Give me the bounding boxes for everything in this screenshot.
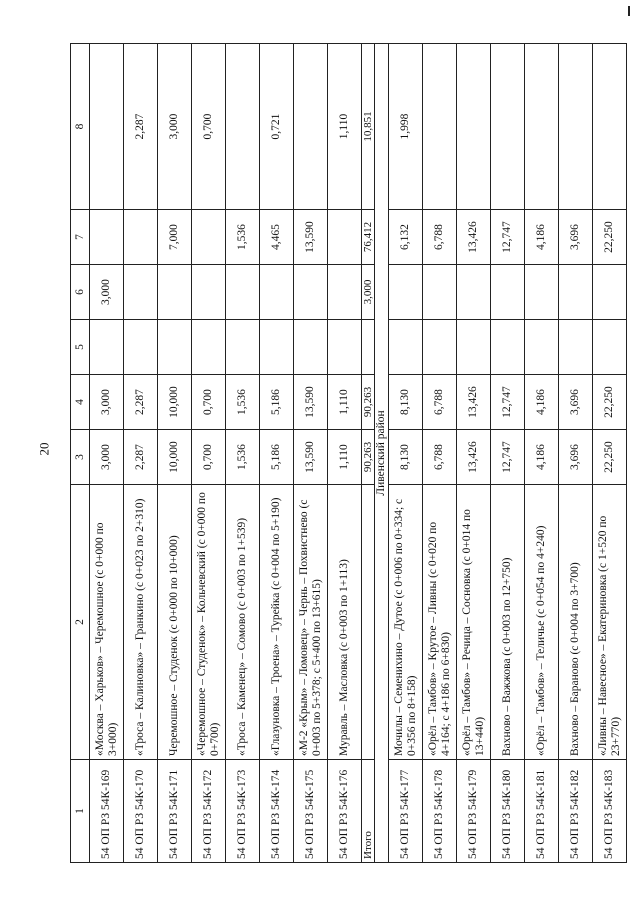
total-c6: 3,000 [362, 265, 375, 320]
road-code-cell: 54 ОП РЗ 54К-173 [226, 760, 260, 863]
length-col8-cell [423, 44, 457, 210]
road-code-cell: 54 ОП РЗ 54К-171 [158, 760, 192, 863]
length-col4-cell: 0,700 [192, 375, 226, 430]
road-code-cell: 54 ОП РЗ 54К-177 [389, 760, 423, 863]
length-col5-cell [192, 320, 226, 375]
road-name-cell: «Троса – Калиновка» – Гранкино (с 0+023 по 2+310) [124, 485, 158, 760]
length-col7-cell [90, 210, 124, 265]
road-code-cell: 54 ОП РЗ 54К-170 [124, 760, 158, 863]
length-col8-cell [559, 44, 593, 210]
road-code-cell: 54 ОП РЗ 54К-169 [90, 760, 124, 863]
table-row [158, 44, 192, 863]
road-name-cell: «Глазуновка – Троена» – Турейка (с 0+004 по 5+190) [260, 485, 294, 760]
length-total-cell: 8,130 [389, 430, 423, 485]
length-col5-cell [423, 320, 457, 375]
total-c5 [362, 320, 375, 375]
length-col5-cell [158, 320, 192, 375]
length-col5-cell [457, 320, 491, 375]
length-col6-cell [192, 265, 226, 320]
length-col4-cell: 13,426 [457, 375, 491, 430]
column-header: 4 [71, 375, 90, 430]
length-col4-cell: 5,186 [260, 375, 294, 430]
length-total-cell: 3,000 [90, 430, 124, 485]
length-col8-cell [90, 44, 124, 210]
length-col5-cell [328, 320, 362, 375]
table-row [559, 44, 593, 863]
length-total-cell: 10,000 [158, 430, 192, 485]
road-name-cell: «Орёл – Тамбов» – Речица – Сосновка (с 0+014 по 13+440) [457, 485, 491, 760]
road-code-cell: 54 ОП РЗ 54К-178 [423, 760, 457, 863]
road-code-cell: 54 ОП РЗ 54К-175 [294, 760, 328, 863]
road-name-cell: «Орёл – Тамбов» – Теличье (с 0+054 по 4+240) [525, 485, 559, 760]
total-c3: 90,263 [362, 430, 375, 485]
length-col8-cell: 2,287 [124, 44, 158, 210]
length-col6-cell [423, 265, 457, 320]
table-row [423, 44, 457, 863]
length-total-cell: 12,747 [491, 430, 525, 485]
length-col7-cell: 4,186 [525, 210, 559, 265]
length-col7-cell: 1,536 [226, 210, 260, 265]
road-code-cell: 54 ОП РЗ 54К-172 [192, 760, 226, 863]
rotated-table-container [70, 43, 622, 863]
length-col5-cell [593, 320, 627, 375]
road-code-cell: 54 ОП РЗ 54К-176 [328, 760, 362, 863]
road-name-cell: Вахново – Бараново (с 0+004 по 3+700) [559, 485, 593, 760]
length-total-cell: 13,590 [294, 430, 328, 485]
length-col4-cell: 13,590 [294, 375, 328, 430]
length-col5-cell [559, 320, 593, 375]
length-col7-cell: 13,590 [294, 210, 328, 265]
length-col6-cell [389, 265, 423, 320]
length-col5-cell [226, 320, 260, 375]
length-col8-cell [457, 44, 491, 210]
length-total-cell: 1,536 [226, 430, 260, 485]
length-col4-cell: 4,186 [525, 375, 559, 430]
total-name-cell [362, 485, 375, 760]
length-col4-cell: 3,000 [90, 375, 124, 430]
table-row [457, 44, 491, 863]
road-name-cell: Муравль – Масловка (с 0+003 по 1+113) [328, 485, 362, 760]
length-col5-cell [90, 320, 124, 375]
length-total-cell: 3,696 [559, 430, 593, 485]
length-col7-cell: 6,788 [423, 210, 457, 265]
length-col5-cell [525, 320, 559, 375]
column-header: 3 [71, 430, 90, 485]
table-row [226, 44, 260, 863]
length-col7-cell: 13,426 [457, 210, 491, 265]
road-name-cell: Черемошное – Студенок (с 0+000 по 10+000) [158, 485, 192, 760]
length-col6-cell [158, 265, 192, 320]
length-total-cell: 0,700 [192, 430, 226, 485]
table-row [124, 44, 158, 863]
length-col7-cell: 22,250 [593, 210, 627, 265]
length-col6-cell [491, 265, 525, 320]
table-row [328, 44, 362, 863]
length-col4-cell: 1,536 [226, 375, 260, 430]
table-row [389, 44, 423, 863]
table-body-b [389, 44, 627, 863]
length-col5-cell [294, 320, 328, 375]
road-code-cell: 54 ОП РЗ 54К-179 [457, 760, 491, 863]
length-total-cell: 1,110 [328, 430, 362, 485]
table-row [294, 44, 328, 863]
road-code-cell: 54 ОП РЗ 54К-181 [525, 760, 559, 863]
total-label: Итого [362, 760, 375, 863]
length-col6-cell [457, 265, 491, 320]
length-col7-cell: 6,132 [389, 210, 423, 265]
column-number-row [71, 44, 90, 863]
length-col7-cell [124, 210, 158, 265]
length-col8-cell: 0,721 [260, 44, 294, 210]
road-register-table [70, 43, 627, 863]
road-name-cell: «М-2 «Крым» – Ломовец» – Чернь – Похвистнево (с 0+003 по 5+378; с 5+400 по 13+615) [294, 485, 328, 760]
length-col6-cell [593, 265, 627, 320]
length-col8-cell [294, 44, 328, 210]
length-col7-cell: 12,747 [491, 210, 525, 265]
road-name-cell: Мочилы – Семенихино – Дутое (с 0+006 по 0+334; с 0+356 по 8+158) [389, 485, 423, 760]
length-col5-cell [389, 320, 423, 375]
length-col6-cell [328, 265, 362, 320]
length-col6-cell: 3,000 [90, 265, 124, 320]
length-col6-cell [525, 265, 559, 320]
table-row [90, 44, 124, 863]
length-col4-cell: 12,747 [491, 375, 525, 430]
road-name-cell: Вахново – Важжова (с 0+003 по 12+750) [491, 485, 525, 760]
road-code-cell: 54 ОП РЗ 54К-174 [260, 760, 294, 863]
length-col6-cell [124, 265, 158, 320]
total-c4: 90,263 [362, 375, 375, 430]
column-header: 8 [71, 44, 90, 210]
length-col5-cell [124, 320, 158, 375]
length-total-cell: 13,426 [457, 430, 491, 485]
column-header: 1 [71, 760, 90, 863]
column-header: 2 [71, 485, 90, 760]
length-col7-cell [328, 210, 362, 265]
length-col8-cell: 1,998 [389, 44, 423, 210]
table-total [362, 44, 389, 863]
length-total-cell: 22,250 [593, 430, 627, 485]
length-total-cell: 4,186 [525, 430, 559, 485]
length-col8-cell [593, 44, 627, 210]
table-row [260, 44, 294, 863]
road-name-cell: «Орёл – Тамбов» – Крутое – Ливны (с 0+020 по 4+164; с 4+186 по 6+830) [423, 485, 457, 760]
length-col6-cell [559, 265, 593, 320]
length-col4-cell: 8,130 [389, 375, 423, 430]
length-col8-cell: 1,110 [328, 44, 362, 210]
length-col7-cell: 4,465 [260, 210, 294, 265]
length-col4-cell: 2,287 [124, 375, 158, 430]
section-row [375, 44, 389, 863]
length-col8-cell [226, 44, 260, 210]
length-col7-cell: 3,696 [559, 210, 593, 265]
road-name-cell: «Черемошное – Студенок» – Кольчевский (с 0+000 по 0+700) [192, 485, 226, 760]
road-name-cell: «Москва – Харьков» – Черемошное (с 0+000 по 3+000) [90, 485, 124, 760]
road-code-cell: 54 ОП РЗ 54К-180 [491, 760, 525, 863]
scan-edge-mark [628, 6, 630, 16]
road-name-cell: «Ливны – Навесное» – Екатериновка (с 1+520 по 23+770) [593, 485, 627, 760]
column-header: 6 [71, 265, 90, 320]
total-c8: 10,851 [362, 44, 375, 210]
length-col6-cell [260, 265, 294, 320]
column-header: 7 [71, 210, 90, 265]
length-col8-cell: 0,700 [192, 44, 226, 210]
section-title: Ливенский район [375, 44, 389, 863]
table-row [192, 44, 226, 863]
length-col6-cell [226, 265, 260, 320]
length-total-cell: 6,788 [423, 430, 457, 485]
length-col8-cell [491, 44, 525, 210]
total-c7: 76,412 [362, 210, 375, 265]
road-code-cell: 54 ОП РЗ 54К-182 [559, 760, 593, 863]
length-col4-cell: 22,250 [593, 375, 627, 430]
column-header: 5 [71, 320, 90, 375]
length-col7-cell: 7,000 [158, 210, 192, 265]
length-col4-cell: 10,000 [158, 375, 192, 430]
road-name-cell: «Троса – Каменец» – Сомово (с 0+003 по 1+539) [226, 485, 260, 760]
length-col4-cell: 6,788 [423, 375, 457, 430]
page-number: 20 [36, 442, 52, 456]
length-col8-cell: 3,000 [158, 44, 192, 210]
total-row [362, 44, 375, 863]
length-col5-cell [260, 320, 294, 375]
table-row [593, 44, 627, 863]
length-col4-cell: 1,110 [328, 375, 362, 430]
table-body-a [90, 44, 362, 863]
length-col7-cell [192, 210, 226, 265]
length-col6-cell [294, 265, 328, 320]
road-code-cell: 54 ОП РЗ 54К-183 [593, 760, 627, 863]
length-col5-cell [491, 320, 525, 375]
length-col8-cell [525, 44, 559, 210]
table-row [491, 44, 525, 863]
length-col4-cell: 3,696 [559, 375, 593, 430]
table-row [525, 44, 559, 863]
length-total-cell: 2,287 [124, 430, 158, 485]
length-total-cell: 5,186 [260, 430, 294, 485]
